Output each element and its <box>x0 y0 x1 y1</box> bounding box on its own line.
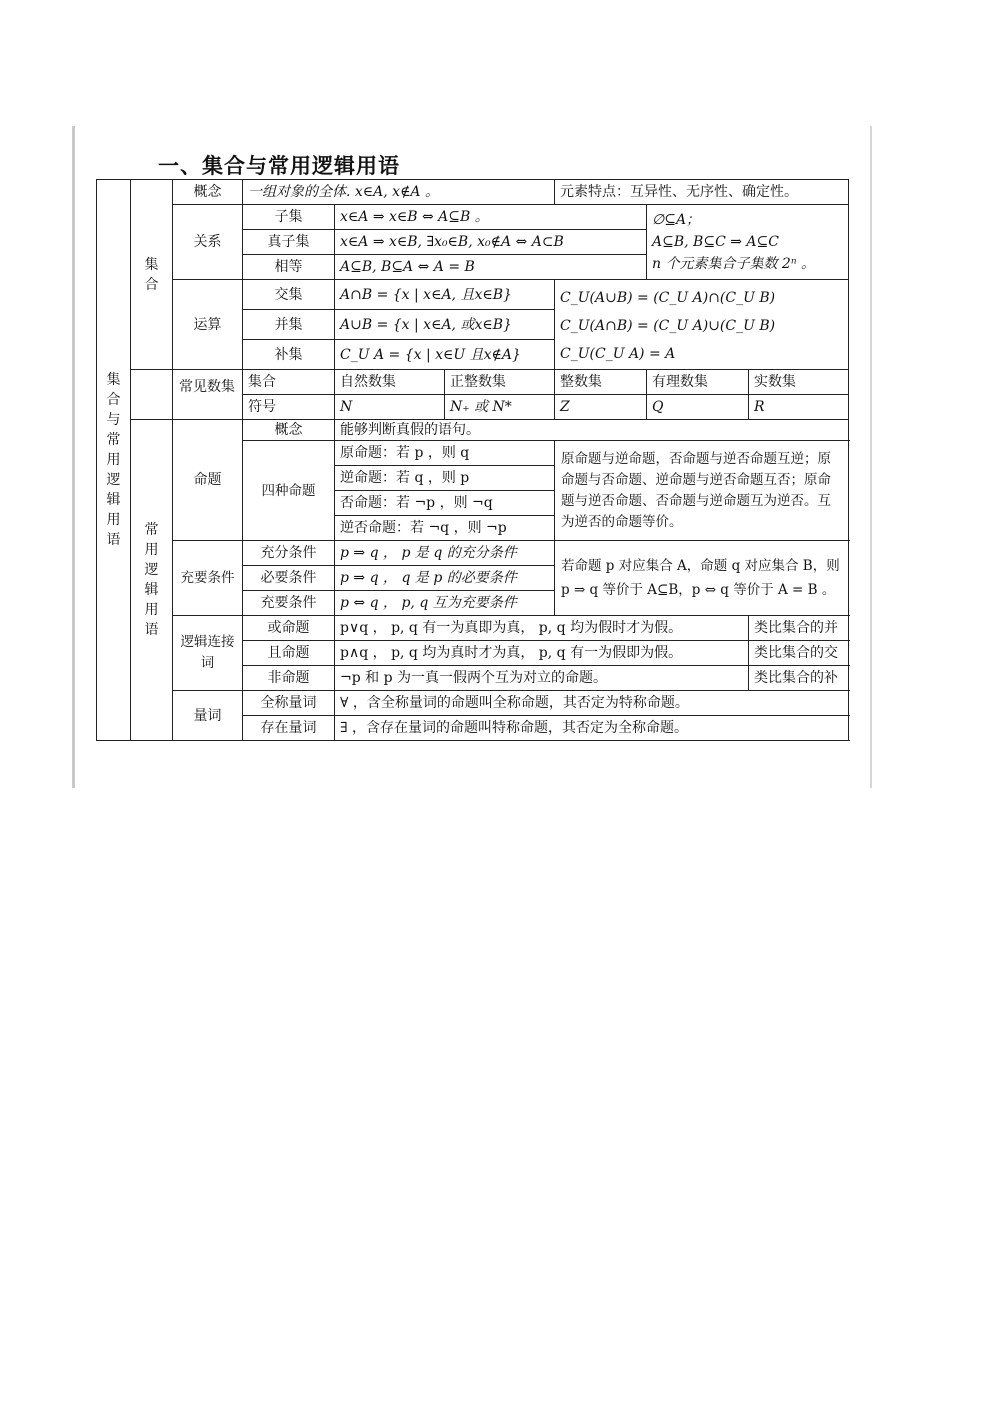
operation-law: C_U(A∩B) = (C_U A)∪(C_U B) <box>560 318 776 334</box>
logic-category-cell <box>131 420 173 741</box>
number-set-name: 整数集 <box>555 370 647 395</box>
not-definition: ¬p 和 p 为一真一假两个互为对立的命题。 <box>335 666 749 691</box>
proposition-concept-label: 概念 <box>243 420 335 441</box>
or-definition: p∨q ， p, q 有一为真即为真， p, q 均为假时才为假。 <box>335 616 749 641</box>
four-propositions-label: 四种命题 <box>243 441 335 541</box>
concept-definition: 一组对象的全体. x∈A, x∉A 。 <box>243 180 555 205</box>
main-category-label: 集合与常用逻辑用语 <box>106 372 121 548</box>
equal-definition: A⊆B, B⊆A ⇔ A = B <box>335 255 647 280</box>
quantifiers-label: 量词 <box>173 691 243 741</box>
page-left-border <box>72 126 75 788</box>
operation-law: C_U(A∪B) = (C_U A)∩(C_U B) <box>560 290 776 306</box>
set-category-cell <box>131 180 173 370</box>
contrapositive-proposition: 逆否命题：若 ¬q ，则 ¬p <box>335 516 555 541</box>
number-set-symbol: N <box>335 395 445 420</box>
number-set-name: 有理数集 <box>647 370 749 395</box>
operation-label: 运算 <box>173 280 243 370</box>
set-category-label: 集合 <box>144 256 159 293</box>
intersection-label: 交集 <box>243 280 335 310</box>
number-set-symbol: R <box>749 395 849 420</box>
connective-row <box>97 616 849 641</box>
number-set-symbol: N₊ 或 N* <box>445 395 555 420</box>
necessary-sufficient-label: 充要条件 <box>243 591 335 616</box>
or-analog: 类比集合的并 <box>749 616 849 641</box>
relation-note <box>647 205 849 280</box>
conditions-label: 充要条件 <box>173 541 243 616</box>
complement-definition: C_U A = {x | x∈U 且x∉A} <box>335 340 555 370</box>
proper-subset-definition: x∈A ⇒ x∈B, ∃x₀∈B, x₀∉A ⇔ A⊂B <box>335 230 647 255</box>
universal-definition: ∀ ，含全称量词的命题叫全称命题，其否定为特称命题。 <box>335 691 849 716</box>
number-set-name-row <box>97 370 849 395</box>
converse-proposition: 逆命题：若 q ，则 p <box>335 466 555 491</box>
not-analog: 类比集合的补 <box>749 666 849 691</box>
and-label: 且命题 <box>243 641 335 666</box>
necessary-definition: p ⇒ q ， q 是 p 的必要条件 <box>335 566 555 591</box>
operation-laws <box>555 280 849 370</box>
four-propositions-note: 原命题与逆命题，否命题与逆否命题互逆；原命题与否命题、逆命题与逆否命题互否；原命题与逆否命题、否命题与逆命题互为逆否。互为逆否的命题等价。 <box>555 441 849 541</box>
relation-label: 关系 <box>173 205 243 280</box>
universal-label: 全称量词 <box>243 691 335 716</box>
number-symbol-row-label: 符号 <box>243 395 335 420</box>
necessary-label: 必要条件 <box>243 566 335 591</box>
sufficient-definition: p ⇒ q ， p 是 q 的充分条件 <box>335 541 555 566</box>
set-concept-row <box>97 180 849 205</box>
existential-label: 存在量词 <box>243 716 335 741</box>
number-set-name: 正整数集 <box>445 370 555 395</box>
proposition-concept-definition: 能够判断真假的语句。 <box>335 420 849 441</box>
union-definition: A∪B = {x | x∈A, 或x∈B} <box>335 310 555 340</box>
page-right-border <box>870 126 872 788</box>
number-set-row-label: 集合 <box>243 370 335 395</box>
page-title: 一、集合与常用逻辑用语 <box>158 154 400 178</box>
operation-row <box>97 280 849 310</box>
original-proposition: 原命题：若 p ，则 q <box>335 441 555 466</box>
summary-table <box>96 179 849 741</box>
number-set-name: 自然数集 <box>335 370 445 395</box>
subset-definition: x∈A ⇒ x∈B ⇔ A⊆B 。 <box>335 205 647 230</box>
relation-note-line: A⊆B, B⊆C ⇒ A⊆C <box>652 234 779 250</box>
subset-label: 子集 <box>243 205 335 230</box>
operation-law: C_U(C_U A) = A <box>560 346 676 362</box>
and-definition: p∧q ， p, q 均为真时才为真， p, q 有一为假即为假。 <box>335 641 749 666</box>
not-label: 非命题 <box>243 666 335 691</box>
necessary-sufficient-definition: p ⇔ q ， p, q 互为充要条件 <box>335 591 555 616</box>
existential-definition: ∃ ，含存在量词的命题叫特称命题，其否定为全称命题。 <box>335 716 849 741</box>
concept-label: 概念 <box>173 180 243 205</box>
number-set-symbol: Z <box>555 395 647 420</box>
proposition-concept-row <box>97 420 849 441</box>
condition-row <box>97 541 849 566</box>
logic-category-label: 常用逻辑用语 <box>144 522 159 638</box>
intersection-definition: A∩B = {x | x∈A, 且x∈B} <box>335 280 555 310</box>
equal-label: 相等 <box>243 255 335 280</box>
union-label: 并集 <box>243 310 335 340</box>
or-label: 或命题 <box>243 616 335 641</box>
relation-note-line: ∅⊆A； <box>652 212 701 228</box>
relation-note-line: n 个元素集合子集数 2ⁿ 。 <box>652 256 815 272</box>
number-set-blank <box>131 370 173 420</box>
number-set-label: 常见数集 <box>173 370 243 420</box>
number-set-symbol: Q <box>647 395 749 420</box>
conditions-note: 若命题 p 对应集合 A，命题 q 对应集合 B，则 p ⇒ q 等价于 A⊆B，p ⇔ q 等价于 A = B 。 <box>555 541 849 616</box>
connectives-label: 逻辑连接词 <box>173 616 243 691</box>
main-category-cell <box>97 180 131 741</box>
complement-label: 补集 <box>243 340 335 370</box>
inverse-proposition: 否命题：若 ¬p ，则 ¬q <box>335 491 555 516</box>
proposition-label: 命题 <box>173 420 243 541</box>
concept-features: 元素特点：互异性、无序性、确定性。 <box>555 180 849 205</box>
number-set-name: 实数集 <box>749 370 849 395</box>
relation-row <box>97 205 849 230</box>
proper-subset-label: 真子集 <box>243 230 335 255</box>
sufficient-label: 充分条件 <box>243 541 335 566</box>
quantifier-row <box>97 691 849 716</box>
and-analog: 类比集合的交 <box>749 641 849 666</box>
